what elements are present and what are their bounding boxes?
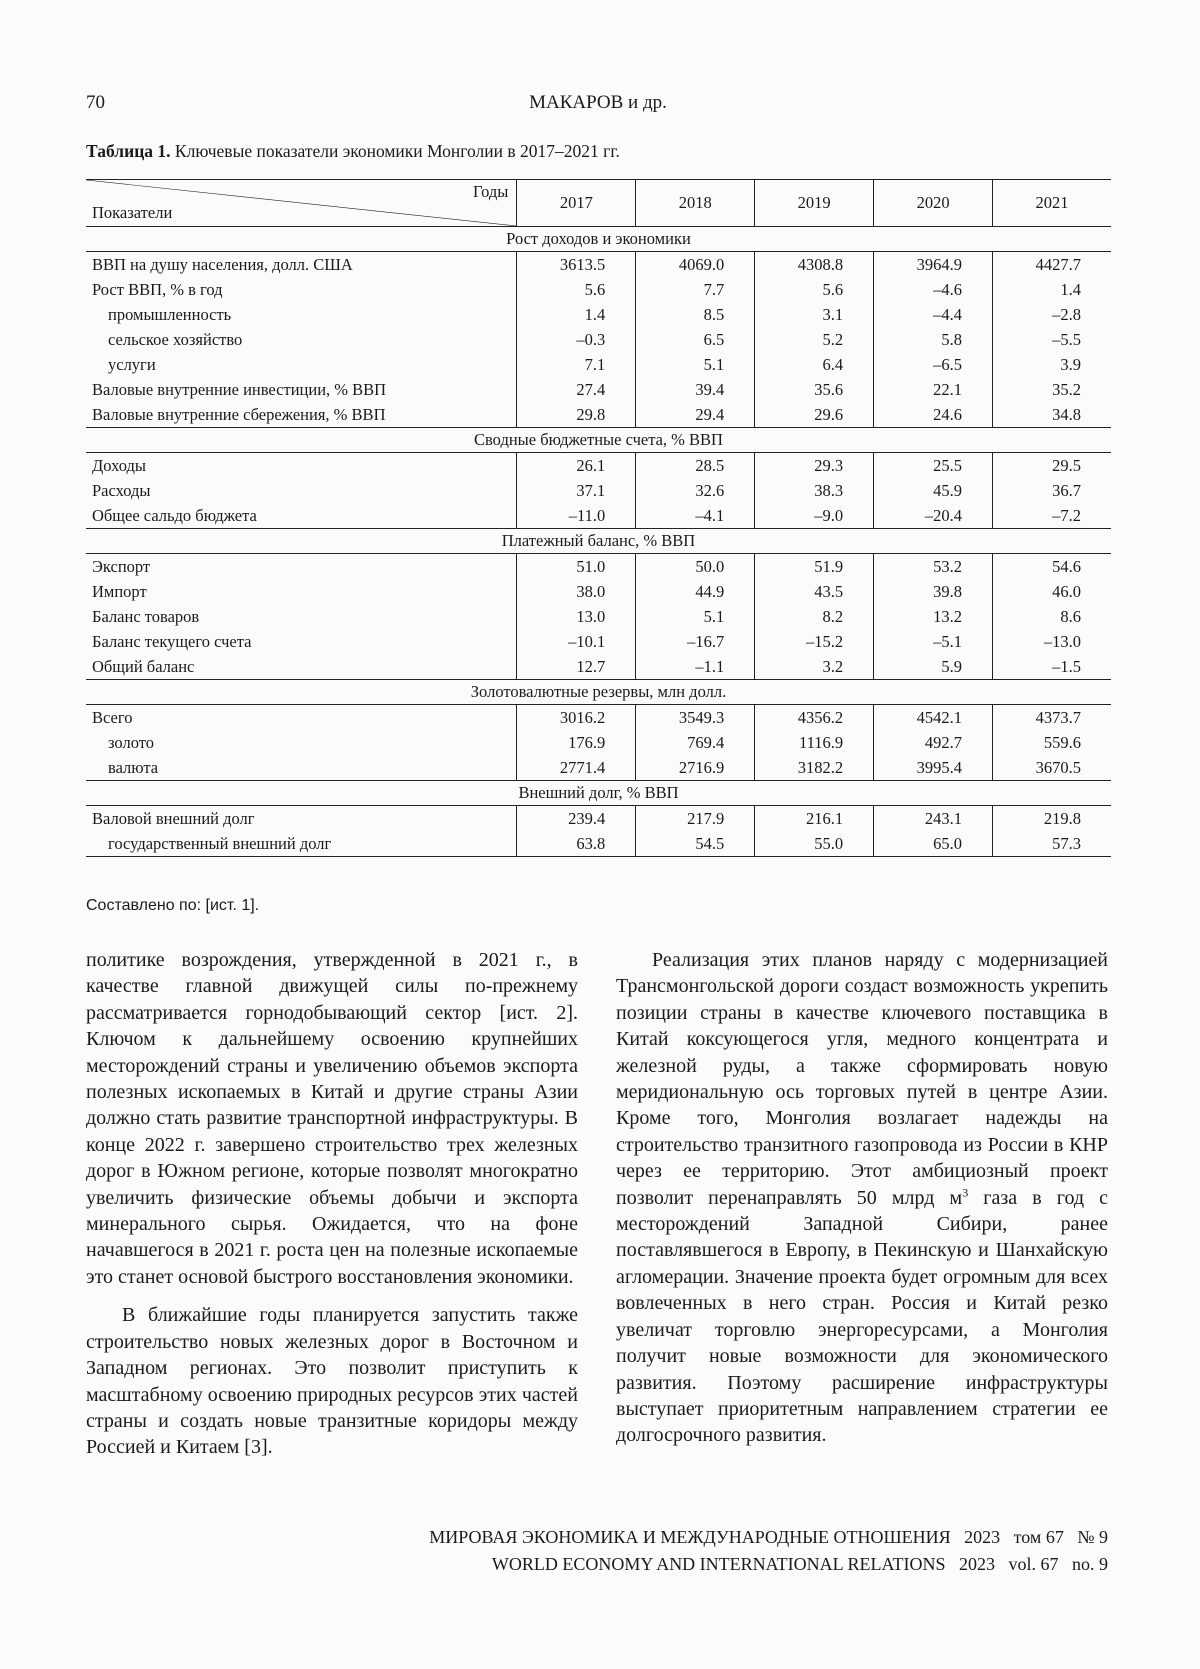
value-cell: 3016.2 — [517, 705, 636, 731]
table-row — [86, 730, 1111, 755]
row-label: Баланс текущего счета — [92, 631, 252, 651]
year-header: 2018 — [636, 180, 755, 227]
row-label: Всего — [92, 707, 133, 727]
paragraph: политике возрождения, утвержденной в 2021 г., в качестве главной движущей силы по-прежнему рассматривается горнодобывающий сектор [ист. 2]. Ключом к дальнейшему освоению крупнейших месторождений страны и увеличению объемов экспорта полезных ископаемых в Китай и другие страны Азии должно стать развитие транспортной инфраструктуры. В конце 2022 г. завершено строительство трех железных дорог в Южном регионе, которые позволят многократно увеличить физические объемы добычи и экспорта минерального сырья. Ожидается, что на фоне начавшегося в 2021 г. роста цен на полезные ископаемые это станет основой быстрого восстановления экономики. — [86, 949, 578, 1288]
section-header-row — [86, 227, 1111, 252]
value-cell: –1.1 — [636, 654, 755, 680]
table-source-note: Составлено по: [ист. 1]. — [86, 897, 260, 914]
table-row — [86, 327, 1111, 352]
value-cell: 29.4 — [636, 402, 755, 428]
year-header: 2017 — [517, 180, 636, 227]
value-cell: 2771.4 — [517, 755, 636, 781]
value-cell: 32.6 — [636, 478, 755, 503]
row-label: ВВП на душу населения, долл. США — [92, 254, 353, 274]
value-cell: 39.8 — [874, 579, 993, 604]
table-row — [86, 503, 1111, 529]
value-cell: 769.4 — [636, 730, 755, 755]
value-cell: –1.5 — [993, 654, 1111, 680]
table-row — [86, 478, 1111, 503]
value-cell: –16.7 — [636, 629, 755, 654]
table-body — [86, 227, 1111, 857]
value-cell: 239.4 — [517, 806, 636, 832]
section-title: Платежный баланс, % ВВП — [86, 529, 1111, 554]
journal-footer-en: WORLD ECONOMY AND INTERNATIONAL RELATIONS 2023 vol. 67 no. 9 — [491, 1554, 1108, 1574]
journal-footer-ru: МИРОВАЯ ЭКОНОМИКА И МЕЖДУНАРОДНЫЕ ОТНОШЕНИЯ 2023 том 67 № 9 — [429, 1527, 1108, 1547]
row-label: Доходы — [92, 455, 146, 475]
value-cell: 63.8 — [517, 831, 636, 857]
value-cell: 5.2 — [755, 327, 874, 352]
row-label: Экспорт — [92, 556, 151, 576]
value-cell: 217.9 — [636, 806, 755, 832]
value-cell: 44.9 — [636, 579, 755, 604]
value-cell: 6.5 — [636, 327, 755, 352]
row-label: Валовые внутренние сбережения, % ВВП — [92, 404, 386, 424]
value-cell: 559.6 — [993, 730, 1111, 755]
value-cell: –4.4 — [874, 302, 993, 327]
value-cell: 45.9 — [874, 478, 993, 503]
value-cell: 13.0 — [517, 604, 636, 629]
table-row — [86, 654, 1111, 680]
table-caption — [86, 141, 620, 162]
value-cell: 50.0 — [636, 554, 755, 580]
value-cell: 13.2 — [874, 604, 993, 629]
value-cell: –20.4 — [874, 503, 993, 529]
value-cell: 29.5 — [993, 453, 1111, 479]
value-cell: 46.0 — [993, 579, 1111, 604]
value-cell: 1.4 — [993, 277, 1111, 302]
paragraph-text: газа в год с месторождений Западной Сибири, ранее поставлявшегося в Европу, в Пекинскую и Шанхайскую агломерации. Значение проекта будет огромным для всех вовлеченных в него стран. Россия и Китай резко увеличат торговлю энергоресурсами, а Монголия получит новые возможности для экономического развития. Поэтому расширение инфраструктуры выступает приоритетным направлением стратегии ее долгосрочного развития. — [616, 1186, 1108, 1447]
section-header-row — [86, 428, 1111, 453]
value-cell: 3182.2 — [755, 755, 874, 781]
value-cell: 492.7 — [874, 730, 993, 755]
section-title: Золотовалютные резервы, млн долл. — [86, 680, 1111, 705]
value-cell: 5.1 — [636, 604, 755, 629]
value-cell: 55.0 — [755, 831, 874, 857]
value-cell: –6.5 — [874, 352, 993, 377]
section-header-row — [86, 680, 1111, 705]
table-row — [86, 579, 1111, 604]
row-label: промышленность — [108, 304, 232, 324]
value-cell: –15.2 — [755, 629, 874, 654]
paragraph-text: Реализация этих планов наряду с модернизацией Трансмонгольской дороги создаст возможность укрепить позиции страны в качестве ключевого поставщика в Китай коксующегося угля, медного концентрата и железной руды, а также сформировать новую меридиональную ось торговых путей в центре Азии. Кроме того, Монголия возлагает надежды на строительство транзитного газопровода из России в КНР через ее территорию. Этот амбициозный проект позволит перенаправлять 50 млрд м — [616, 949, 1108, 1209]
row-label: валюта — [108, 757, 159, 777]
value-cell: 65.0 — [874, 831, 993, 857]
value-cell: 4427.7 — [993, 252, 1111, 278]
value-cell: 5.6 — [755, 277, 874, 302]
value-cell: 3613.5 — [517, 252, 636, 278]
value-cell: 28.5 — [636, 453, 755, 479]
value-cell: 2716.9 — [636, 755, 755, 781]
row-label: Общий баланс — [92, 656, 195, 676]
value-cell: 54.5 — [636, 831, 755, 857]
row-label: Баланс товаров — [92, 606, 200, 626]
paragraph: В ближайшие годы планируется запустить также строительство новых железных дорог в Восточном и Западном регионах. Это позволит приступить к масштабному освоению природных ресурсов этих частей страны и создать новые транзитные коридоры между Россией и Китаем [3]. — [86, 1304, 578, 1459]
value-cell: 7.1 — [517, 352, 636, 377]
value-cell: 38.0 — [517, 579, 636, 604]
value-cell: –0.3 — [517, 327, 636, 352]
value-cell: 176.9 — [517, 730, 636, 755]
year-header: 2021 — [993, 180, 1111, 227]
value-cell: 35.2 — [993, 377, 1111, 402]
value-cell: –4.6 — [874, 277, 993, 302]
table-row — [86, 629, 1111, 654]
value-cell: 5.9 — [874, 654, 993, 680]
value-cell: 39.4 — [636, 377, 755, 402]
table-row — [86, 453, 1111, 479]
value-cell: –11.0 — [517, 503, 636, 529]
value-cell: 29.3 — [755, 453, 874, 479]
value-cell: 3995.4 — [874, 755, 993, 781]
corner-years-label: Годы — [473, 182, 509, 201]
section-header-row — [86, 781, 1111, 806]
table-row — [86, 831, 1111, 857]
table-caption-label: Таблица 1. — [86, 141, 171, 161]
section-title: Рост доходов и экономики — [86, 227, 1111, 252]
value-cell: 22.1 — [874, 377, 993, 402]
value-cell: 27.4 — [517, 377, 636, 402]
table-row — [86, 554, 1111, 580]
value-cell: 51.0 — [517, 554, 636, 580]
row-label: Расходы — [92, 480, 151, 500]
table-row — [86, 755, 1111, 781]
table-row — [86, 277, 1111, 302]
value-cell: 3.2 — [755, 654, 874, 680]
value-cell: 1.4 — [517, 302, 636, 327]
table-caption-text: Ключевые показатели экономики Монголии в 2017–2021 гг. — [170, 141, 620, 161]
table-row — [86, 604, 1111, 629]
value-cell: –7.2 — [993, 503, 1111, 529]
row-label: Валовые внутренние инвестиции, % ВВП — [92, 379, 387, 399]
value-cell: 4542.1 — [874, 705, 993, 731]
running-header — [86, 92, 1110, 118]
superscript-cubed: 3 — [962, 1185, 969, 1199]
row-label: Общее сальдо бюджета — [92, 505, 257, 525]
value-cell: –4.1 — [636, 503, 755, 529]
value-cell: 36.7 — [993, 478, 1111, 503]
value-cell: 5.1 — [636, 352, 755, 377]
value-cell: 8.5 — [636, 302, 755, 327]
value-cell: –9.0 — [755, 503, 874, 529]
value-cell: 8.2 — [755, 604, 874, 629]
value-cell: –10.1 — [517, 629, 636, 654]
value-cell: 5.6 — [517, 277, 636, 302]
value-cell: 12.7 — [517, 654, 636, 680]
corner-indicators-label: Показатели — [92, 203, 173, 222]
value-cell: 243.1 — [874, 806, 993, 832]
row-label: Валовой внешний долг — [92, 808, 255, 828]
row-label: сельское хозяйство — [108, 329, 243, 349]
value-cell: 53.2 — [874, 554, 993, 580]
value-cell: –5.1 — [874, 629, 993, 654]
value-cell: 1116.9 — [755, 730, 874, 755]
value-cell: 3.9 — [993, 352, 1111, 377]
economic-indicators-table — [86, 179, 1111, 857]
section-title: Внешний долг, % ВВП — [86, 781, 1111, 806]
value-cell: 54.6 — [993, 554, 1111, 580]
value-cell: 8.6 — [993, 604, 1111, 629]
value-cell: 35.6 — [755, 377, 874, 402]
section-header-row — [86, 529, 1111, 554]
value-cell: 24.6 — [874, 402, 993, 428]
value-cell: 57.3 — [993, 831, 1111, 857]
section-title: Сводные бюджетные счета, % ВВП — [86, 428, 1111, 453]
value-cell: 3.1 — [755, 302, 874, 327]
value-cell: 3670.5 — [993, 755, 1111, 781]
value-cell: –13.0 — [993, 629, 1111, 654]
value-cell: 3964.9 — [874, 252, 993, 278]
row-label: Рост ВВП, % в год — [92, 279, 223, 299]
value-cell: 7.7 — [636, 277, 755, 302]
row-label: государственный внешний долг — [86, 831, 517, 857]
value-cell: 26.1 — [517, 453, 636, 479]
value-cell: 37.1 — [517, 478, 636, 503]
value-cell: 216.1 — [755, 806, 874, 832]
value-cell: 3549.3 — [636, 705, 755, 731]
table-row — [86, 252, 1111, 278]
text-column-left — [86, 947, 578, 1461]
value-cell: 4069.0 — [636, 252, 755, 278]
table-row — [86, 402, 1111, 428]
text-column-right — [616, 947, 1108, 1449]
value-cell: 25.5 — [874, 453, 993, 479]
paragraph — [616, 947, 1108, 1449]
value-cell: 29.6 — [755, 402, 874, 428]
table-corner-cell — [86, 180, 517, 227]
running-header-authors: МАКАРОВ и др. — [529, 92, 667, 113]
year-header: 2020 — [874, 180, 993, 227]
value-cell: 34.8 — [993, 402, 1111, 428]
value-cell: 5.8 — [874, 327, 993, 352]
row-label: золото — [108, 732, 154, 752]
table-row — [86, 806, 1111, 832]
year-header: 2019 — [755, 180, 874, 227]
row-label: услуги — [108, 354, 156, 374]
table-row — [86, 705, 1111, 731]
row-label: Импорт — [92, 581, 147, 601]
value-cell: 38.3 — [755, 478, 874, 503]
value-cell: 51.9 — [755, 554, 874, 580]
value-cell: 43.5 — [755, 579, 874, 604]
value-cell: 4308.8 — [755, 252, 874, 278]
value-cell: 4373.7 — [993, 705, 1111, 731]
table-row — [86, 352, 1111, 377]
value-cell: 219.8 — [993, 806, 1111, 832]
table-row — [86, 302, 1111, 327]
table-row — [86, 377, 1111, 402]
value-cell: 4356.2 — [755, 705, 874, 731]
value-cell: –5.5 — [993, 327, 1111, 352]
page-number: 70 — [86, 92, 105, 113]
value-cell: 29.8 — [517, 402, 636, 428]
value-cell: –2.8 — [993, 302, 1111, 327]
value-cell: 6.4 — [755, 352, 874, 377]
table-header-row — [86, 180, 1111, 227]
